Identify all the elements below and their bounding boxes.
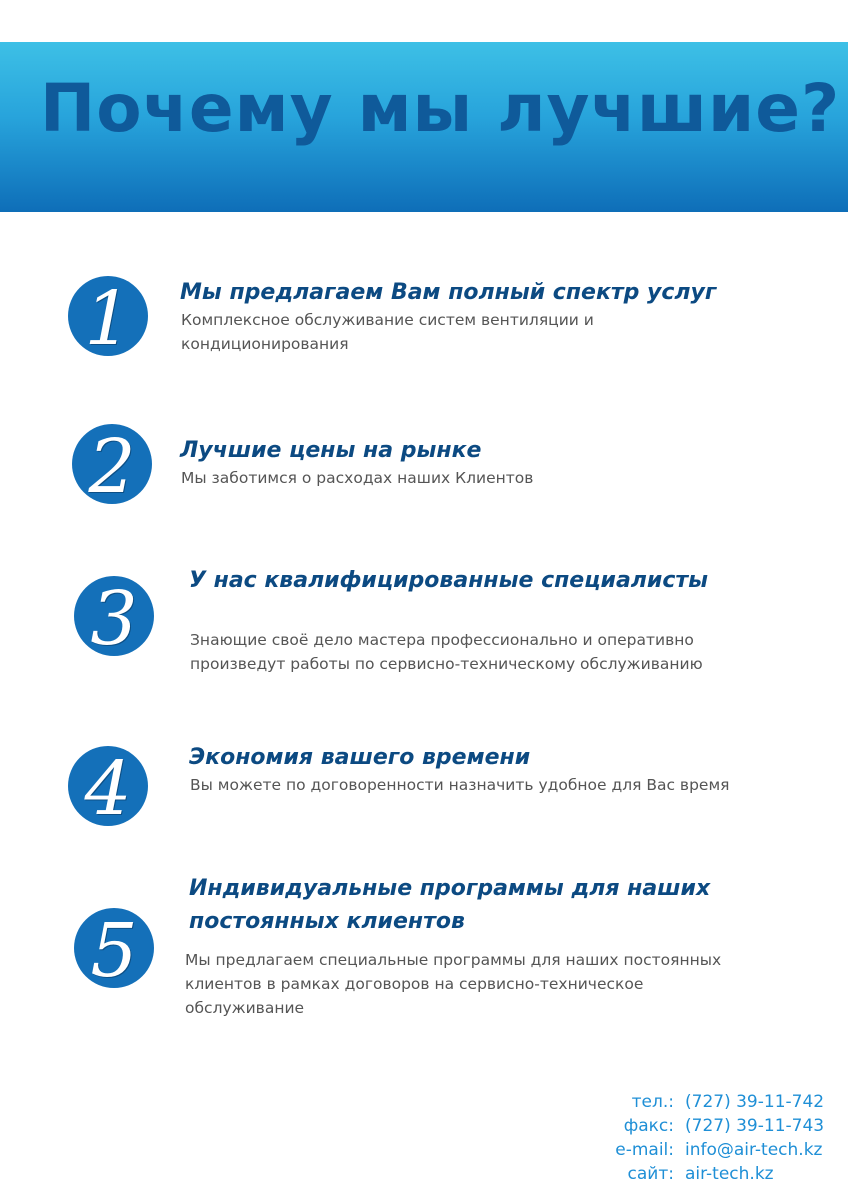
- number-badge-5: [74, 908, 154, 994]
- contact-label: факс:: [623, 1116, 674, 1136]
- page-title: Почему мы лучшие?: [40, 70, 841, 147]
- benefit-title: У нас квалифицированные специалисты: [189, 568, 709, 593]
- benefit-title: Мы предлагаем Вам полный спектр услуг: [180, 280, 717, 305]
- benefit-desc-line: кондиционирования: [181, 335, 349, 353]
- benefit-title: Лучшие цены на рынке: [180, 438, 482, 463]
- fax-value: (727) 39-11-743: [685, 1116, 825, 1136]
- number-digit: 5: [90, 908, 138, 994]
- benefit-desc-line: Мы предлагаем специальные программы для наших постоянных: [185, 951, 722, 969]
- number-badge-1: [68, 276, 148, 362]
- number-digit: 3: [90, 576, 138, 662]
- benefit-desc-line: Мы заботимся о расходах наших Клиентов: [181, 469, 534, 487]
- benefit-desc-line: обслуживание: [185, 999, 305, 1017]
- number-badge-4: [68, 746, 148, 832]
- number-badge-3: [74, 576, 154, 662]
- benefit-desc-line: Комплексное обслуживание систем вентиляции и: [181, 311, 594, 329]
- benefit-title: Индивидуальные программы для наших: [189, 876, 711, 901]
- contact-phone: [560, 1090, 830, 1114]
- contact-label: e-mail:: [615, 1140, 674, 1160]
- number-digit: 1: [84, 276, 132, 362]
- benefit-desc-line: Знающие своё дело мастера профессионально и оперативно: [190, 631, 694, 649]
- contact-site: [560, 1162, 830, 1186]
- contact-block: [560, 1090, 830, 1186]
- benefit-title: Экономия вашего времени: [189, 745, 531, 770]
- contact-email: [560, 1138, 830, 1162]
- benefit-title: постоянных клиентов: [189, 909, 465, 934]
- site-value: air-tech.kz: [685, 1164, 774, 1184]
- email-value: info@air-tech.kz: [685, 1140, 823, 1160]
- header-banner: [0, 42, 848, 212]
- number-digit: 2: [88, 424, 136, 510]
- phone-value: (727) 39-11-742: [685, 1092, 825, 1112]
- benefit-desc-line: Вы можете по договоренности назначить удобное для Вас время: [190, 776, 730, 794]
- number-badge-2: [72, 424, 152, 510]
- contact-label: тел.:: [631, 1092, 674, 1112]
- benefit-desc-line: клиентов в рамках договоров на сервисно-техническое: [185, 975, 644, 993]
- contact-label: сайт:: [627, 1164, 674, 1184]
- contact-fax: [560, 1114, 830, 1138]
- benefit-desc-line: произведут работы по сервисно-техническому обслуживанию: [190, 655, 703, 673]
- number-digit: 4: [84, 746, 132, 832]
